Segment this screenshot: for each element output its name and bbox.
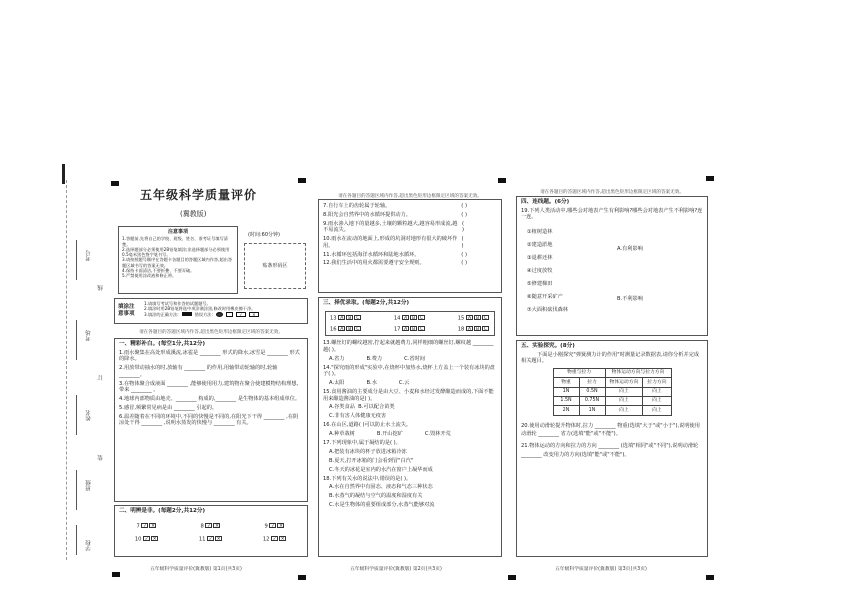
option-a[interactable]: A: [404, 315, 408, 321]
barcode-area: [244, 243, 306, 289]
option-b[interactable]: B: [475, 326, 480, 332]
margin-label-zhuang: 装: [98, 455, 104, 461]
option-b[interactable]: B: [412, 326, 416, 332]
matching-question: 19.下列人类活动中,哪些会对地表产生有利影响?哪些会对地表产生不利影响?连一连。: [521, 207, 703, 221]
mc-question-stem: 15.食用酱油的主要成分是由大豆、小麦和水经过发酵酿造而成的,下面不能用来酿造酱油的是( )。: [323, 389, 494, 402]
mc-item: 16 A B C: [330, 325, 360, 332]
margin-blank: [76, 240, 77, 280]
tf-statement: 11.水循环包括海洋水循环和陆地水循环。 ( ): [323, 251, 467, 258]
answer-notice: 请在各题目的答题区域内作答,超出黑色矩形边框限定区域的答案无效。: [540, 190, 684, 195]
option-c[interactable]: C: [356, 326, 360, 332]
matching-left-item[interactable]: ①植树造林: [527, 228, 553, 235]
mc-choice[interactable]: B.水: [366, 380, 377, 387]
fill-blank-question[interactable]: 6.温差随着在不同的环境中,不同的快慢是不同的,在阳光下干得 ________ ,在阴凉处干得 ________ ,说明水蒸发的快慢与 ________ 有关。: [119, 413, 299, 427]
matching-right-item[interactable]: B.不利影响: [617, 295, 643, 302]
matching-left-item[interactable]: ②建造淤地: [527, 241, 553, 248]
section2-panel: [114, 505, 308, 557]
scan-edge: [62, 164, 65, 184]
mc-choice[interactable]: C.毁林开荒: [424, 431, 451, 438]
matching-left-item[interactable]: ⑥随意开采矿产: [527, 293, 563, 300]
mc-choice[interactable]: A.省力: [329, 355, 345, 362]
fill-blank-question[interactable]: 2.用放带动抽水的时,放轴有 ________ 的作用,用轴带动轮轴的时,轮轴 ________。: [119, 365, 278, 378]
option-b[interactable]: B: [348, 315, 352, 321]
section1-panel: [114, 338, 308, 502]
experiment-question[interactable]: 21.物体运动的方向和拉力的方向 ________ (选填"相同"或"不同"),说明动滑轮 ________ 改变用力的方向(选填"能"或"不能")。: [521, 443, 699, 458]
table-header: 物重与拉力: [553, 368, 605, 377]
margin-blank: [76, 395, 77, 435]
false-option[interactable]: ✕: [279, 523, 283, 529]
section4-panel: [516, 196, 708, 336]
mc-item: 15 A B C: [457, 315, 488, 322]
notes-title: 注意事项: [167, 229, 188, 235]
registration-mark: [508, 575, 516, 580]
tf-item: 12 ✓ ✕: [262, 535, 285, 542]
notes-line: 1.答题前,先将自己的学校、班级、姓名、准考证号填写清楚。: [122, 236, 228, 247]
true-option[interactable]: ✓: [207, 523, 211, 529]
edition-label: (冀教版): [180, 210, 207, 218]
option-a[interactable]: A: [404, 326, 408, 332]
true-option[interactable]: ✓: [144, 536, 149, 542]
mc-choice[interactable]: B.夏天,打开冰箱的门会看到冒"白汽": [329, 457, 414, 464]
mc-item: 13 A B C: [330, 315, 360, 322]
mc-choice[interactable]: B.可以配合苗类: [358, 404, 395, 411]
experiment-question[interactable]: 20.使用动滑轮提升物体时,拉力 ________ 物重(选填"大于"或"小于"),说明使用动滑轮 ________ 省力(选填"能"或"不能")。: [521, 422, 700, 438]
true-option[interactable]: ✓: [271, 523, 275, 529]
matching-right-item[interactable]: A.有利影响: [617, 245, 643, 252]
wrong-fill-mark: [216, 312, 223, 317]
mc-choice[interactable]: A.种草栽树: [329, 431, 355, 438]
experiment-intro: 下面是小刚探究"弹簧测力计的作用"时测量记录数据表,请你分析并完成相关题目。: [521, 351, 700, 365]
mc-item: 17 A B C: [393, 325, 424, 332]
mc-question-stem: 14."探究雨的形成"实验中,在烧杯中加热水,烧杯上方盖上一个装有冰块的盘子( )。: [323, 364, 495, 378]
section2-title: 二、明辨是非。(每题2分,共12分): [119, 508, 206, 514]
mc-item: 18 A B C: [457, 325, 488, 332]
fill-instructions: [114, 298, 308, 324]
mc-choice[interactable]: C.云: [398, 380, 410, 387]
false-option[interactable]: ✕: [152, 536, 157, 542]
mc-choice[interactable]: B.费力: [366, 355, 383, 362]
option-c[interactable]: C: [483, 315, 488, 321]
table-row: 1N 0.5N 向上 向上: [553, 387, 671, 396]
tf-item: 10 ✓ ✕: [134, 535, 157, 542]
option-c[interactable]: C: [483, 326, 488, 332]
tf-item: 8 ✓ ✕: [200, 523, 219, 530]
true-option[interactable]: ✓: [143, 523, 147, 529]
mc-choice[interactable]: A.谷类食品: [329, 404, 355, 411]
option-b[interactable]: B: [412, 315, 416, 321]
registration-mark: [298, 178, 306, 183]
tf-statement: 8.阳光会自然界中的水循环提供动力。 ( ): [323, 211, 467, 218]
mc-question-stem: 13.螺丝钉的螺纹越密,拧起来就越费力,同样粗细的螺丝钉,螺纹越 ________ 越( )。: [323, 340, 494, 353]
time-label: (时间:60分钟): [248, 232, 280, 238]
section5-title: 五、实验探究。(8分): [521, 343, 575, 349]
registration-mark: [706, 176, 714, 181]
experiment-table: [553, 368, 672, 416]
margin-label-name: 姓名: [86, 410, 92, 421]
fill-blank-question[interactable]: 1.雨水聚集在高处形成溪流,冰雹是 ________ 形式的降水,冰雪是 ________ 形式的降水。: [119, 349, 300, 363]
fill-line: 2.填涂时用2B铅笔将选中项涂满涂黑,修改时用橡皮擦干净。: [144, 306, 256, 312]
margin-label-room: 考场: [86, 330, 92, 341]
section3-panel: [318, 297, 502, 557]
margin-blank: [76, 525, 77, 555]
fill-label: 填涂注意事项: [118, 304, 135, 318]
margin-label-class: 班级: [86, 480, 92, 491]
section1-title: 一、精彩补白。(每空1分,共12分): [119, 341, 206, 347]
mc-item: 14 A B C: [393, 315, 424, 322]
option-b[interactable]: B: [475, 315, 480, 321]
registration-mark: [706, 575, 714, 580]
notes-line: 5.严禁使用涂改液和修正带。: [122, 273, 177, 278]
table-header: 物体运动方向: [605, 378, 643, 387]
tf-statement: 7.自行车上的齿轮属于轮轴。 ( ): [323, 203, 467, 209]
mc-choice[interactable]: C.冬天的冰花是室内的水汽在窗户上凝华而成: [329, 466, 433, 473]
option-c[interactable]: C: [420, 315, 424, 321]
margin-blank: [76, 320, 77, 360]
mc-choice[interactable]: C.水是生物体的重要组成部分,水蒸气能够对流: [329, 502, 435, 509]
tf-item: 7 ✓ ✕: [136, 523, 155, 530]
mc-choice[interactable]: B.水蒸气的凝结与空气的温度和湿度有关: [329, 493, 423, 500]
matching-left-item[interactable]: ⑤修建梯田: [527, 280, 553, 287]
fill-line: 3.填涂的正确方法:: [144, 311, 179, 317]
margin-label-school: 学校: [86, 540, 92, 551]
page-title: 五年级科学质量评价: [140, 188, 258, 202]
false-option[interactable]: ✕: [280, 536, 285, 542]
answer-notice: 请在各题目的答题区域内作答,超出黑色矩形边框限定区域的答案无效。: [139, 330, 283, 335]
section3-title: 三、择优录取。(每题2分,共12分): [323, 300, 410, 306]
false-option[interactable]: ✕: [216, 536, 221, 542]
fill-blank-question[interactable]: 3.在物体聚合成液面 ________ ,能够使用用力,建筑物在聚合使建模物结构理想,带来 ________ 。: [119, 380, 299, 394]
false-option[interactable]: ✕: [215, 523, 219, 529]
wrong-fill-mark: [226, 312, 233, 317]
mc-choice[interactable]: A.把装有冰块的杯子放进冰箱冷冻: [329, 448, 407, 455]
margin-label-ding: 订: [98, 375, 104, 381]
mc-choice[interactable]: A.水在自然界中有固态、液态和气态三种状态: [329, 484, 433, 491]
tf-item: 9 ✓ ✕: [264, 523, 283, 530]
true-option[interactable]: ✓: [208, 536, 213, 542]
option-a[interactable]: A: [467, 326, 472, 332]
barcode-label: 贴条形码区: [262, 262, 288, 269]
table-header: 拉力方向: [643, 378, 671, 387]
option-c[interactable]: C: [356, 315, 360, 321]
mc-choice[interactable]: B.开山挖矿: [376, 431, 403, 438]
true-option[interactable]: ✓: [272, 536, 277, 542]
mc-choice[interactable]: A.太阳: [329, 380, 345, 387]
table-header: 物体运动方向与拉力方向: [605, 368, 671, 377]
mc-question-stem: 17.下列现象中,属于凝结的是( )。: [323, 440, 401, 446]
page-footer: 五年级科学质量评价(冀教版) 第2页(共3页): [350, 567, 442, 572]
wrong-method-label: 错误方法:: [194, 311, 213, 317]
notes-line: 2.选择题部分必须使用2B铅笔填涂;非选择题部分必须使用0.5毫米黑色签字笔书写。: [122, 246, 230, 257]
wrong-fill-mark: ✓: [236, 312, 246, 317]
option-c[interactable]: C: [420, 326, 424, 332]
matching-left-item[interactable]: ⑦大面积砍伐森林: [527, 306, 568, 313]
tf-statement: 12.我们生活中的用火都需要遵守安全规则。 ( ): [323, 260, 467, 267]
tf-item: 11 ✓ ✕: [198, 535, 221, 542]
fill-line: 1.请填写考试号和作答的试题题号。: [144, 301, 211, 306]
fill-blank-question[interactable]: 5.感冒,频繁常见病是由 ________ 引起的。: [119, 405, 218, 412]
option-a[interactable]: A: [467, 315, 472, 321]
registration-mark: [112, 572, 120, 577]
notes-line: 3.请按照题号顺序在答题卡各题目的答题区域内作答,超出答题区域书写的答案无效。: [122, 257, 233, 268]
margin-blank: [76, 470, 77, 510]
false-option[interactable]: ✕: [151, 523, 155, 529]
matching-left-item[interactable]: ④过度放牧: [527, 267, 553, 274]
binding-line: [66, 180, 67, 560]
table-row: 1.5N 0.75N 向上 向上: [553, 397, 671, 406]
notes-line: 4.保持卡面清洁,不要折叠、不要弄破。: [122, 267, 195, 273]
option-a[interactable]: A: [340, 326, 344, 332]
mc-choice[interactable]: C.非有害人体健康无疫害: [329, 413, 387, 420]
answer-notice: 请在各题目的答题区域内作答,超出黑色矩形边框限定区域的答案无效。: [338, 194, 482, 199]
margin-label-line: 线: [98, 285, 104, 291]
table-row: 2N 1N 向上 向上: [553, 406, 671, 415]
correct-fill-mark: [182, 312, 192, 316]
matching-left-item[interactable]: ③退耕还林: [527, 254, 553, 261]
tf-statement: 10.雨水在流动的地面上,形成的坑洞对地形有很大的破坏作用。 ( ): [323, 236, 464, 249]
mc-question-stem: 16.在山区,道路( )可以防止水土流失。: [323, 422, 412, 429]
option-a[interactable]: A: [340, 315, 344, 321]
margin-label-exam-no: 考号: [86, 250, 92, 261]
registration-mark: [498, 178, 506, 183]
tf-statement: 9.雨水渗入地下的量越多,土壤的颗粒越大,越容易形成流,越不易流失。 ( ): [323, 220, 465, 234]
registration-mark: [298, 575, 306, 580]
wrong-fill-mark: ✕: [249, 312, 259, 317]
page-footer: 五年级科学质量评价(冀教版) 第1页(共3页): [150, 567, 242, 572]
option-b[interactable]: B: [348, 326, 352, 332]
fill-blank-question[interactable]: 4.地球内部物质由地壳、________ 构成的,________ 是生物体的基本组成单位。: [119, 396, 301, 403]
notes-box: [118, 226, 238, 294]
section4-title: 四、连线题。(6分): [521, 199, 570, 205]
page-footer: 五年级科学质量评价(冀教版) 第3页(共3页): [555, 567, 647, 572]
table-header: 物重: [553, 378, 579, 387]
section5-panel: [516, 340, 708, 557]
registration-mark: [111, 181, 119, 186]
mc-choice[interactable]: C.省时间: [404, 355, 425, 362]
table-header: 拉力: [579, 378, 605, 387]
tf-continued-panel: [318, 199, 502, 293]
mc-question-stem: 18.下列有关水的说法中,错误的是( )。: [323, 475, 412, 482]
